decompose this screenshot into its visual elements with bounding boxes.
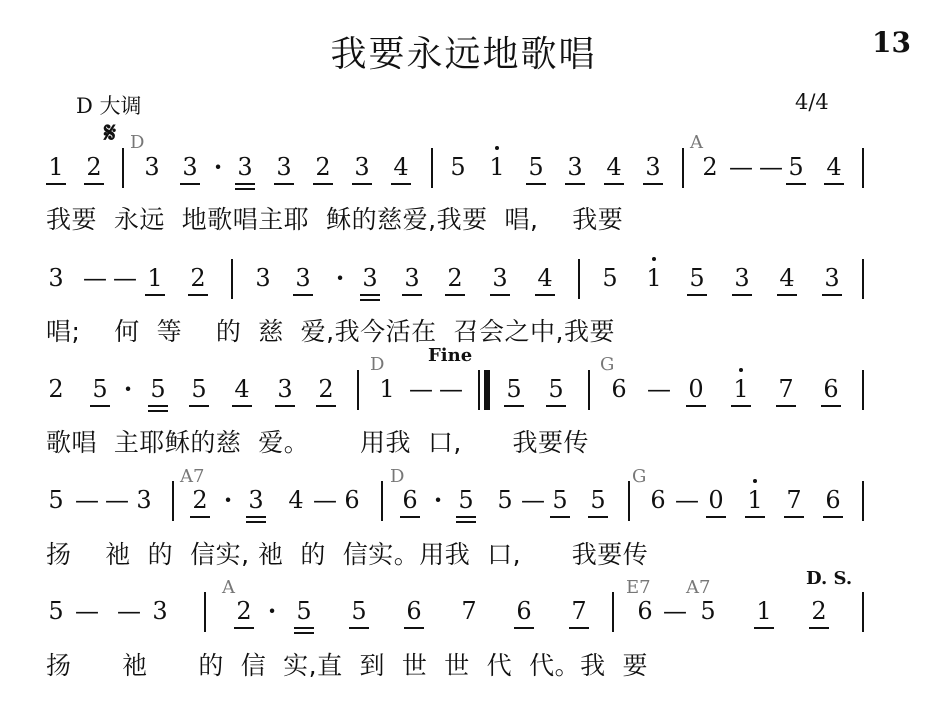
eighth-underline [84, 183, 104, 185]
eighth-underline [588, 516, 608, 518]
octave-high-dot [652, 257, 656, 261]
note: 5 [689, 264, 705, 292]
sixteenth-underline [360, 299, 380, 301]
note: 0 [688, 375, 704, 403]
note: 5 [590, 486, 606, 514]
eighth-underline [180, 183, 200, 185]
extension-dash: — [675, 486, 699, 514]
note: 1 [147, 264, 163, 292]
notation-row [0, 263, 927, 307]
eighth-underline [148, 405, 168, 407]
eighth-underline [90, 405, 110, 407]
note: 5 [788, 153, 804, 181]
note: 3 [182, 153, 198, 181]
extension-dash: — [729, 153, 753, 181]
eighth-underline [776, 405, 796, 407]
barline [231, 259, 233, 299]
note: 5 [351, 597, 367, 625]
note: 3 [295, 264, 311, 292]
eighth-underline [189, 405, 209, 407]
eighth-underline [822, 294, 842, 296]
chord-symbol: G [600, 354, 615, 375]
eighth-underline [732, 294, 752, 296]
eighth-underline [604, 183, 624, 185]
octave-high-dot [495, 146, 499, 150]
key-signature: D 大调 [76, 94, 142, 118]
note: 2 [315, 153, 331, 181]
chord-symbol: A [690, 132, 703, 153]
eighth-underline [294, 627, 314, 629]
barline [682, 148, 684, 188]
augmentation-dot: · [223, 485, 233, 514]
note: 3 [824, 264, 840, 292]
eighth-underline [232, 405, 252, 407]
barline [862, 148, 864, 188]
chord-symbol: A [222, 577, 235, 598]
note: 5 [92, 375, 108, 403]
eighth-underline [275, 405, 295, 407]
eighth-underline [190, 516, 210, 518]
note: 5 [528, 153, 544, 181]
extension-dash: — [75, 597, 99, 625]
note: 5 [191, 375, 207, 403]
chord-symbol: D [370, 354, 385, 375]
eighth-underline [731, 405, 751, 407]
note: 6 [406, 597, 422, 625]
extension-dash: — [759, 153, 783, 181]
lyrics-line: 歌唱 主耶稣的慈 爱。 用我 口, 我要传 [46, 428, 589, 457]
eighth-underline [352, 183, 372, 185]
eighth-underline [246, 516, 266, 518]
extension-dash: — [439, 375, 463, 403]
note: 3 [362, 264, 378, 292]
note: 3 [248, 486, 264, 514]
barline [862, 259, 864, 299]
note: 2 [236, 597, 252, 625]
lyrics-line: 唱; 何 等 的 慈 爱,我今活在 召会之中,我要 [46, 317, 615, 346]
octave-high-dot [753, 479, 757, 483]
note: 2 [811, 597, 827, 625]
notation-row [0, 485, 927, 529]
eighth-underline [400, 516, 420, 518]
note: 6 [650, 486, 666, 514]
chord-symbol: E7 [626, 577, 651, 598]
note: 5 [150, 375, 166, 403]
eighth-underline [490, 294, 510, 296]
extension-dash: — [117, 597, 141, 625]
eighth-underline [445, 294, 465, 296]
note: 5 [602, 264, 618, 292]
barline [862, 481, 864, 521]
eighth-underline [360, 294, 380, 296]
note: 3 [255, 264, 271, 292]
barline [431, 148, 433, 188]
sixteenth-underline [235, 188, 255, 190]
barline [588, 370, 590, 410]
eighth-underline [784, 516, 804, 518]
note: 3 [404, 264, 420, 292]
ds-marking: D. S. [806, 568, 853, 589]
augmentation-dot: · [335, 263, 345, 292]
barline [172, 481, 174, 521]
note: 4 [606, 153, 622, 181]
note: 4 [288, 486, 304, 514]
eighth-underline [821, 405, 841, 407]
barline [357, 370, 359, 410]
barline [862, 592, 864, 632]
note: 4 [537, 264, 553, 292]
extension-dash: — [75, 486, 99, 514]
eighth-underline [391, 183, 411, 185]
eighth-underline [293, 294, 313, 296]
chord-symbol: A7 [180, 466, 205, 487]
note: 7 [778, 375, 794, 403]
note: 5 [450, 153, 466, 181]
extension-dash: — [113, 264, 137, 292]
eighth-underline [686, 405, 706, 407]
eighth-underline [46, 183, 66, 185]
note: 6 [825, 486, 841, 514]
extension-dash: — [521, 486, 545, 514]
final-barline-thin [478, 370, 480, 410]
extension-dash: — [105, 486, 129, 514]
note: 3 [276, 153, 292, 181]
note: 4 [779, 264, 795, 292]
fine-marking: Fine [428, 345, 473, 366]
note: 2 [702, 153, 718, 181]
eighth-underline [514, 627, 534, 629]
note: 3 [136, 486, 152, 514]
note: 5 [548, 375, 564, 403]
eighth-underline [234, 627, 254, 629]
eighth-underline [777, 294, 797, 296]
note: 0 [708, 486, 724, 514]
note: 2 [48, 375, 64, 403]
note: 1 [756, 597, 772, 625]
sixteenth-underline [148, 410, 168, 412]
barline [862, 370, 864, 410]
note: 1 [48, 153, 64, 181]
augmentation-dot: · [267, 596, 277, 625]
note: 2 [447, 264, 463, 292]
augmentation-dot: · [433, 485, 443, 514]
notation-row [0, 596, 927, 640]
note: 6 [402, 486, 418, 514]
octave-high-dot [739, 368, 743, 372]
eighth-underline [402, 294, 422, 296]
note: 1 [733, 375, 749, 403]
extension-dash: — [663, 597, 687, 625]
note: 3 [237, 153, 253, 181]
note: 3 [645, 153, 661, 181]
note: 7 [786, 486, 802, 514]
eighth-underline [546, 405, 566, 407]
lyrics-line: 扬 祂 的 信 实,直 到 世 世 代 代。我 要 [46, 651, 648, 680]
eighth-underline [565, 183, 585, 185]
extension-dash: — [83, 264, 107, 292]
note: 7 [571, 597, 587, 625]
note: 6 [516, 597, 532, 625]
note: 4 [234, 375, 250, 403]
eighth-underline [235, 183, 255, 185]
eighth-underline [706, 516, 726, 518]
note: 3 [354, 153, 370, 181]
barline [381, 481, 383, 521]
lyrics-line: 扬 祂 的 信实, 祂 的 信实。用我 口, 我要传 [46, 540, 649, 569]
chord-symbol: G [632, 466, 647, 487]
barline [578, 259, 580, 299]
note: 5 [48, 597, 64, 625]
note: 5 [506, 375, 522, 403]
eighth-underline [349, 627, 369, 629]
note: 3 [567, 153, 583, 181]
note: 6 [344, 486, 360, 514]
note: 4 [826, 153, 842, 181]
chord-symbol: A7 [686, 577, 711, 598]
eighth-underline [569, 627, 589, 629]
chord-symbol: D [390, 466, 405, 487]
eighth-underline [535, 294, 555, 296]
augmentation-dot: · [213, 152, 223, 181]
note: 4 [393, 153, 409, 181]
eighth-underline [313, 183, 333, 185]
eighth-underline [687, 294, 707, 296]
note: 3 [734, 264, 750, 292]
eighth-underline [824, 183, 844, 185]
note: 5 [48, 486, 64, 514]
final-barline-thick [484, 370, 490, 410]
note: 5 [458, 486, 474, 514]
extension-dash: — [409, 375, 433, 403]
note: 7 [461, 597, 477, 625]
barline [612, 592, 614, 632]
sixteenth-underline [246, 521, 266, 523]
note: 2 [192, 486, 208, 514]
augmentation-dot: · [123, 374, 133, 403]
eighth-underline [188, 294, 208, 296]
note: 6 [637, 597, 653, 625]
eighth-underline [404, 627, 424, 629]
notation-row [0, 152, 927, 196]
eighth-underline [504, 405, 524, 407]
note: 5 [552, 486, 568, 514]
eighth-underline [550, 516, 570, 518]
note: 3 [277, 375, 293, 403]
extension-dash: — [313, 486, 337, 514]
note: 5 [497, 486, 513, 514]
note: 1 [646, 264, 662, 292]
page-number: 13 [872, 26, 911, 59]
barline [204, 592, 206, 632]
eighth-underline [274, 183, 294, 185]
note: 3 [492, 264, 508, 292]
note: 5 [296, 597, 312, 625]
song-title: 我要永远地歌唱 [330, 34, 597, 75]
lyrics-line: 我要 永远 地歌唱主耶 稣的慈爱,我要 唱, 我要 [46, 205, 624, 234]
eighth-underline [745, 516, 765, 518]
note: 1 [747, 486, 763, 514]
note: 3 [48, 264, 64, 292]
note: 2 [190, 264, 206, 292]
eighth-underline [456, 516, 476, 518]
eighth-underline [526, 183, 546, 185]
note: 5 [700, 597, 716, 625]
eighth-underline [643, 183, 663, 185]
note: 1 [379, 375, 395, 403]
note: 6 [823, 375, 839, 403]
eighth-underline [316, 405, 336, 407]
note: 1 [489, 153, 505, 181]
note: 6 [611, 375, 627, 403]
eighth-underline [754, 627, 774, 629]
eighth-underline [809, 627, 829, 629]
notation-row [0, 374, 927, 418]
time-signature: 4/4 [795, 90, 829, 114]
chord-symbol: D [130, 132, 145, 153]
sixteenth-underline [456, 521, 476, 523]
note: 3 [152, 597, 168, 625]
eighth-underline [823, 516, 843, 518]
sixteenth-underline [294, 632, 314, 634]
segno-sign: 𝄋 [104, 116, 117, 149]
eighth-underline [145, 294, 165, 296]
extension-dash: — [647, 375, 671, 403]
note: 2 [86, 153, 102, 181]
barline [122, 148, 124, 188]
eighth-underline [786, 183, 806, 185]
barline [628, 481, 630, 521]
note: 2 [318, 375, 334, 403]
note: 3 [144, 153, 160, 181]
